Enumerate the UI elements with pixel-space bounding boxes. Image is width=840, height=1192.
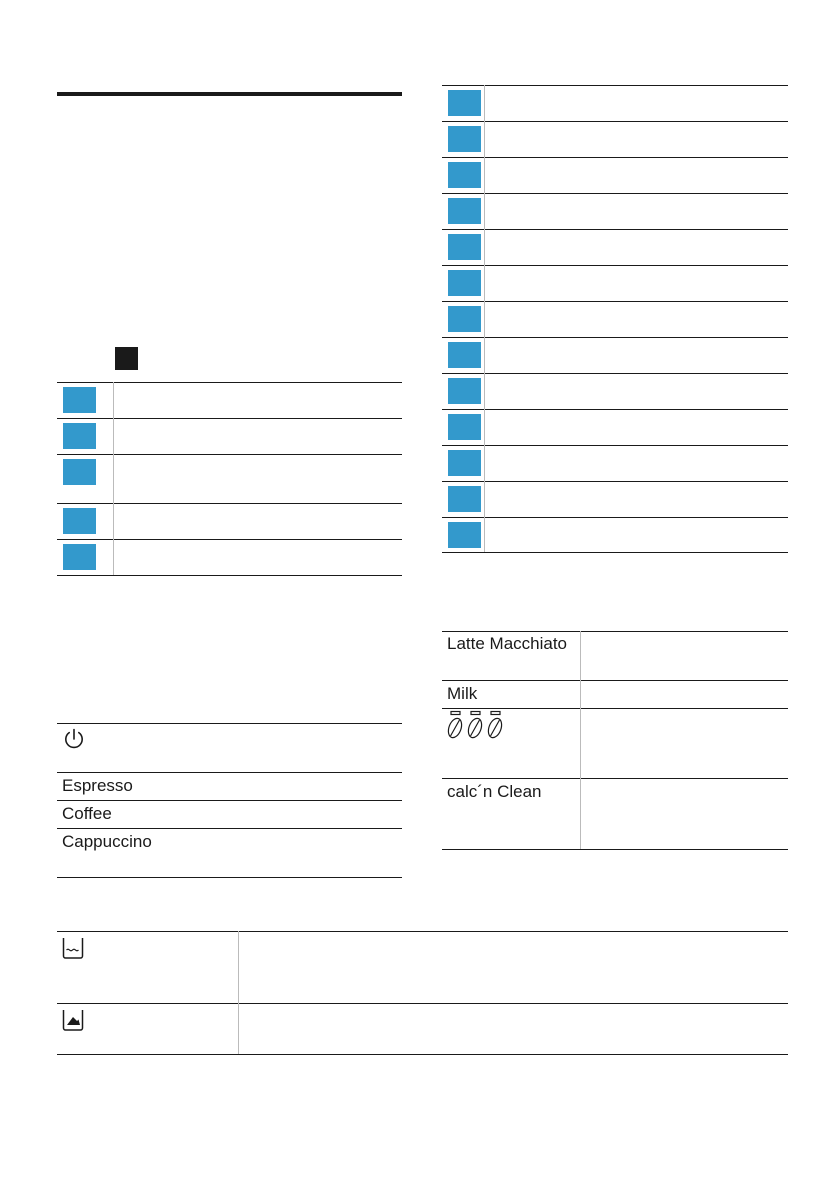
- item-number-square: [63, 459, 96, 485]
- item-number-square: [448, 90, 481, 116]
- item-number-square: [63, 423, 96, 449]
- item-number-square: [448, 270, 481, 296]
- item-number-square: [448, 198, 481, 224]
- item-number-square: [448, 486, 481, 512]
- item-number-square: [63, 508, 96, 534]
- coffee-label: Coffee: [62, 804, 112, 823]
- item-number-square: [448, 378, 481, 404]
- item-number-square: [448, 162, 481, 188]
- calc-n-clean-label: calc´n Clean: [447, 782, 542, 801]
- section-heading-bar: [57, 92, 402, 96]
- power-icon: [62, 727, 86, 751]
- item-number-square: [448, 414, 481, 440]
- black-key-square: [115, 347, 138, 370]
- item-number-square: [448, 234, 481, 260]
- item-number-square: [448, 126, 481, 152]
- item-number-square: [448, 522, 481, 548]
- milk-label: Milk: [447, 684, 478, 703]
- espresso-label: Espresso: [62, 776, 133, 795]
- water-tank-icon: [61, 936, 85, 960]
- drip-tray-icon: [61, 1008, 85, 1032]
- coffee-beans-icon: [446, 710, 506, 744]
- cappuccino-label: Cappuccino: [62, 832, 152, 851]
- item-number-square: [448, 342, 481, 368]
- item-number-square: [63, 387, 96, 413]
- item-number-square: [63, 544, 96, 570]
- item-number-square: [448, 306, 481, 332]
- latte-macchiato-label: Latte Macchiato: [447, 634, 568, 653]
- item-number-square: [448, 450, 481, 476]
